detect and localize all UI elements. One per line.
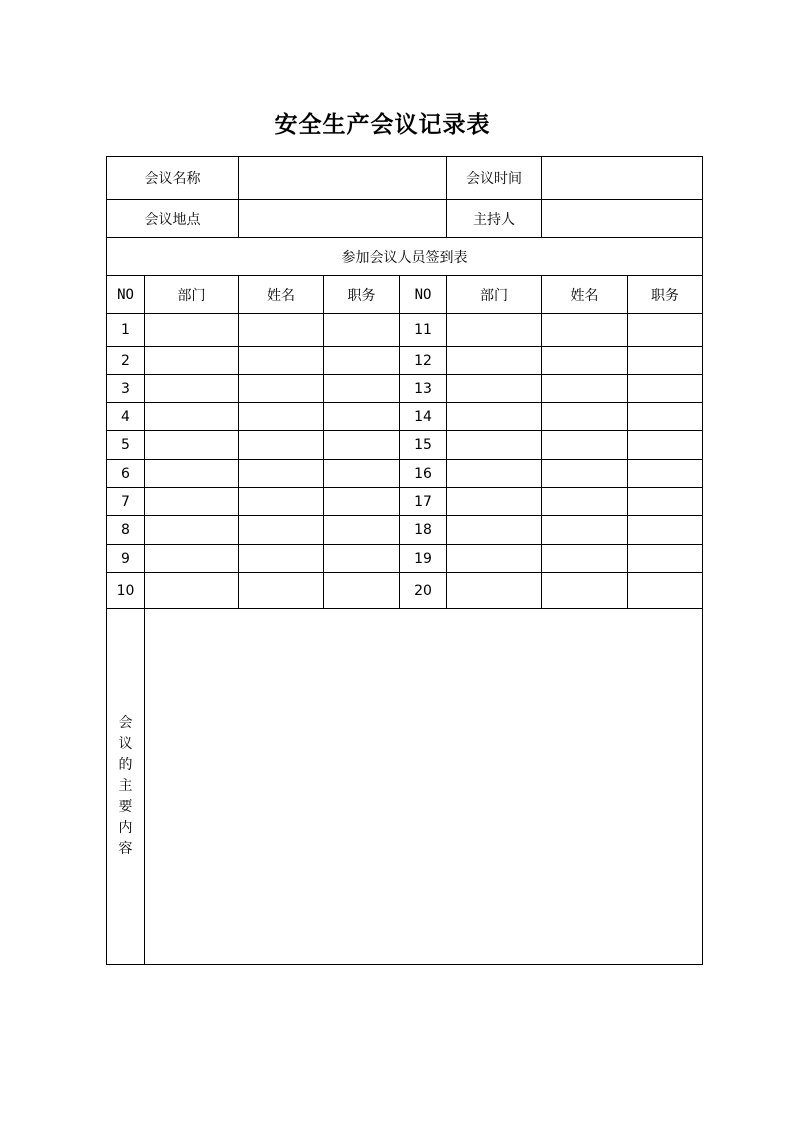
row-number-left: 7 — [107, 488, 145, 516]
header-no-right: NO — [400, 276, 447, 314]
department-cell[interactable] — [145, 431, 239, 460]
table-row — [107, 403, 703, 431]
name-cell[interactable] — [239, 431, 324, 460]
name-cell[interactable] — [239, 347, 324, 375]
header-department-right: 部门 — [447, 276, 542, 314]
row-number-right: 19 — [400, 545, 447, 573]
row-number-left: 4 — [107, 403, 145, 431]
name-cell[interactable] — [239, 460, 324, 488]
position-cell[interactable] — [324, 431, 400, 460]
position-cell[interactable] — [628, 545, 703, 573]
name-cell[interactable] — [239, 375, 324, 403]
position-cell[interactable] — [324, 573, 400, 609]
table-row — [107, 375, 703, 403]
name-cell[interactable] — [239, 545, 324, 573]
table-row — [107, 431, 703, 460]
position-cell[interactable] — [324, 545, 400, 573]
department-cell[interactable] — [145, 347, 239, 375]
row-number-right: 12 — [400, 347, 447, 375]
name-cell[interactable] — [542, 460, 628, 488]
table-row — [107, 347, 703, 375]
meeting-time-label: 会议时间 — [447, 157, 542, 200]
row-number-left: 8 — [107, 516, 145, 545]
signin-header-row — [107, 276, 703, 314]
position-cell[interactable] — [324, 516, 400, 545]
position-cell[interactable] — [628, 431, 703, 460]
position-cell[interactable] — [324, 375, 400, 403]
table-row — [107, 488, 703, 516]
row-number-right: 16 — [400, 460, 447, 488]
name-cell[interactable] — [542, 375, 628, 403]
main-content-label-char: 内 — [118, 820, 133, 836]
department-cell[interactable] — [447, 431, 542, 460]
name-cell[interactable] — [542, 403, 628, 431]
row-number-left: 9 — [107, 545, 145, 573]
row-number-right: 13 — [400, 375, 447, 403]
position-cell[interactable] — [628, 347, 703, 375]
name-cell[interactable] — [239, 314, 324, 347]
position-cell[interactable] — [324, 403, 400, 431]
position-cell[interactable] — [324, 347, 400, 375]
department-cell[interactable] — [447, 403, 542, 431]
department-cell[interactable] — [145, 545, 239, 573]
meeting-name-label: 会议名称 — [107, 157, 239, 200]
position-cell[interactable] — [324, 460, 400, 488]
row-number-right: 17 — [400, 488, 447, 516]
main-content-field[interactable] — [145, 609, 703, 965]
signin-title-row — [107, 238, 703, 276]
name-cell[interactable] — [542, 431, 628, 460]
name-cell[interactable] — [542, 516, 628, 545]
main-content-label-char: 议 — [118, 736, 133, 752]
row-number-right: 11 — [400, 314, 447, 347]
main-content-label-char: 要 — [118, 799, 133, 815]
main-content-label-char: 会 — [118, 715, 133, 731]
document-title: 安全生产会议记录表 — [274, 111, 491, 138]
department-cell[interactable] — [447, 347, 542, 375]
row-number-left: 2 — [107, 347, 145, 375]
row-number-left: 10 — [107, 573, 145, 609]
header-position-left: 职务 — [324, 276, 400, 314]
row-number-right: 14 — [400, 403, 447, 431]
department-cell[interactable] — [145, 573, 239, 609]
department-cell[interactable] — [145, 403, 239, 431]
meeting-time-field[interactable] — [542, 157, 703, 200]
department-cell[interactable] — [145, 375, 239, 403]
table-row — [107, 573, 703, 609]
name-cell[interactable] — [239, 488, 324, 516]
position-cell[interactable] — [324, 314, 400, 347]
position-cell[interactable] — [628, 375, 703, 403]
meeting-record-form — [106, 156, 703, 965]
name-cell[interactable] — [239, 573, 324, 609]
meeting-place-field[interactable] — [239, 200, 447, 238]
row-number-left: 5 — [107, 431, 145, 460]
position-cell[interactable] — [628, 516, 703, 545]
main-content-label-char: 容 — [118, 841, 133, 857]
department-cell[interactable] — [145, 516, 239, 545]
meeting-place-label: 会议地点 — [107, 200, 239, 238]
position-cell[interactable] — [628, 460, 703, 488]
row-number-left: 3 — [107, 375, 145, 403]
position-cell[interactable] — [628, 488, 703, 516]
meeting-name-field[interactable] — [239, 157, 447, 200]
name-cell[interactable] — [542, 573, 628, 609]
name-cell[interactable] — [542, 347, 628, 375]
row-number-right: 15 — [400, 431, 447, 460]
department-cell[interactable] — [447, 573, 542, 609]
name-cell[interactable] — [542, 545, 628, 573]
row-number-right: 18 — [400, 516, 447, 545]
department-cell[interactable] — [145, 314, 239, 347]
name-cell[interactable] — [239, 403, 324, 431]
position-cell[interactable] — [628, 314, 703, 347]
header-position-right: 职务 — [628, 276, 703, 314]
meeting-name-row — [107, 157, 703, 200]
department-cell[interactable] — [447, 545, 542, 573]
name-cell[interactable] — [542, 488, 628, 516]
meeting-place-row — [107, 200, 703, 238]
table-row — [107, 516, 703, 545]
header-name-right: 姓名 — [542, 276, 628, 314]
department-cell[interactable] — [447, 516, 542, 545]
department-cell[interactable] — [447, 488, 542, 516]
table-row — [107, 314, 703, 347]
main-content-label-char: 主 — [118, 778, 133, 794]
header-name-left: 姓名 — [239, 276, 324, 314]
header-department-left: 部门 — [145, 276, 239, 314]
name-cell[interactable] — [239, 516, 324, 545]
department-cell[interactable] — [145, 488, 239, 516]
table-row — [107, 545, 703, 573]
position-cell[interactable] — [324, 488, 400, 516]
header-no-left: NO — [107, 276, 145, 314]
row-number-left: 6 — [107, 460, 145, 488]
department-cell[interactable] — [145, 460, 239, 488]
position-cell[interactable] — [628, 573, 703, 609]
name-cell[interactable] — [542, 314, 628, 347]
department-cell[interactable] — [447, 460, 542, 488]
host-field[interactable] — [542, 200, 703, 238]
row-number-right: 20 — [400, 573, 447, 609]
host-label: 主持人 — [447, 200, 542, 238]
department-cell[interactable] — [447, 314, 542, 347]
signin-title: 参加会议人员签到表 — [107, 238, 703, 276]
row-number-left: 1 — [107, 314, 145, 347]
table-row — [107, 460, 703, 488]
main-content-row — [107, 609, 703, 965]
department-cell[interactable] — [447, 375, 542, 403]
position-cell[interactable] — [628, 403, 703, 431]
main-content-label-char: 的 — [118, 757, 133, 773]
main-content-label — [107, 609, 145, 965]
